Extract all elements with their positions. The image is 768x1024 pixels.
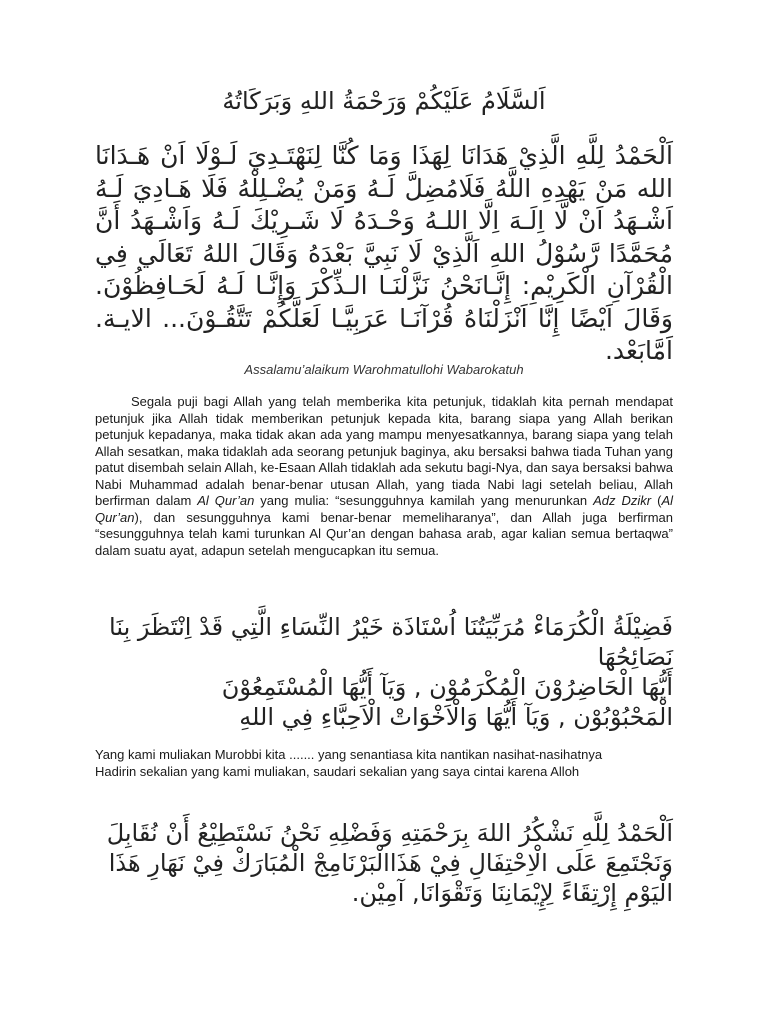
arabic-address-line: فَضِيْلَةُ الْكُرَمَاءْ مُرَبِّيَتُنَا اُسْتَاذَة خَيْرُ النِّسَاءِ الَّتِي قَدْ اِنْتَظَرَ بِنَا نَصَائِحُهَا (109, 613, 673, 671)
arabic-closing-paragraph: اَلْحَمْدُ لِلَّهِ نَشْكُرُ اللهَ بِرَحْمَتِهِ وَفَضْلِهِ نَحْنُ نَسْتَطِيْعُ أَنْ نُقَابِلَ وَنَجْتَمِعَ عَلَى الْاِحْتِفَالِ فِيْ هَذَاالْبَرْنَامِجْ الْمُبَارَكْ فِيْ نَهَارِ هَذَا الْيَوْمِ إِرْتِقَاءً لِإِيْمَانِنَا وَتَقْوَانَا, آمِيْن. (106, 819, 673, 907)
body-text: ( (651, 493, 662, 508)
latin-body-paragraph (95, 394, 673, 559)
arabic-address-line: أَيُّهَا الْحَاضِرُوْنَ الْمُكْرَمُوْن , وَيَآ أَيُّهَا الْمُسْتَمِعُوْنَ (221, 673, 673, 701)
body-italic-term: Adz Dzikr (593, 493, 652, 508)
body-italic-term: Al Qur’an (95, 493, 673, 525)
translation-line: Yang kami muliakan Murobbi kita ....... yang senantiasa kita nantikan nasihat-nasihatnya (95, 747, 603, 762)
arabic-address-line: الْمَحْبُوْبُوْن , وَيَآ أَيُّهَا وَالْاَخْوَاتْ الْاَحِبَّاءِ فِي اللهِ (239, 703, 673, 731)
body-italic-term: Al Qur’an (197, 493, 255, 508)
translation-line: Hadirin sekalian yang kami muliakan, saudari sekalian yang saya cintai karena Alloh (95, 764, 580, 779)
latin-translation (95, 746, 673, 780)
body-text: yang mulia: “sesungguhnya kamilah yang menurunkan (254, 493, 594, 508)
latin-greeting: Assalamu’alaikum Warohmatullohi Wabarokatuh (244, 362, 524, 377)
arabic-greeting: اَلسَّلَامُ عَلَيْكُمْ وَرَحْمَةُ اللهِ وَبَرَكَاتُهُ (222, 87, 546, 115)
body-text: Segala puji bagi Allah yang telah memberika kita petunjuk, tidaklah kita pernah mendapat petunjuk jika Allah tidak memberikan petunjuk kepada kita, barang siapa yang Allah berikan petunjuk kepadanya, maka tidak akan ada yang mampu menyesatkannya, barang siapa yang telah Allah sesatkan, maka tidaklah ada seorang petunjuk baginya, aku bersaksi bahwa tiada Tuhan yang patut disembah selain Allah, ke-Esaan Allah tidaklah ada sekutu bagi-Nya, dan saya bersaksi bahwa Nabi Muhammad adalah benar-benar utusan Allah, yang tiada Nabi lagi setelah beliau, Allah berfirman dalam (95, 394, 673, 508)
arabic-opening-paragraph: اَلْحَمْدُ لِلَّهِ الَّذِيْ هَدَانَا لِهَذَا وَمَا كُنَّا لِنَهْتَـدِيَ لَـوْلَا اَنْ هَـدَانَا الله مَنْ يَهْدِهِ اللَّهُ فَلَامُضِلَّ لَـهُ وَمَنْ يُضْـلِلْهُ فَلَا هَـادِيَ لَـهُ اَشْـهَدُ اَنْ لَّا اِلَـهَ اِلَّا اللـهُ وَحْـدَهُ لَا شَـرِيْكَ لَـهُ وَاَشْـهَدُ أَنَّ مُحَمَّدًا رَّسُوْلُ اللهِ اَلَّذِيْ لَا نَبِيَّ بَعْدَهُ وَقَالَ اللهُ تَعَالَي فِي الْقُرْآنِ الْكَرِيْمِ: إِنَّـانَحْنُ نَزَّلْنَـا الـذِّكْرَ وَإِنَّـا لَـهُ لَحَـافِظُوْنَ. وَقَالَ اَيْضًا إِنَّا اَنْزَلْنَاهُ قُرْآنَـا عَرَبِيَّـا لَعَلَّكُمْ تَتَّقُـوْنَ... الايـة. اَمَّابَعْد. (95, 141, 673, 365)
body-text: ), dan sesungguhnya kami benar-benar memeliharanya”, dan Allah juga berfirman “sesungguhnya telah kami turunkan Al Qur’an dengan bahasa arab, agar kalian semua bertaqwa” dalam suatu ayat, adapun setelah mengucapkan itu semua. (95, 509, 673, 558)
arabic-address-paragraph (95, 612, 673, 732)
